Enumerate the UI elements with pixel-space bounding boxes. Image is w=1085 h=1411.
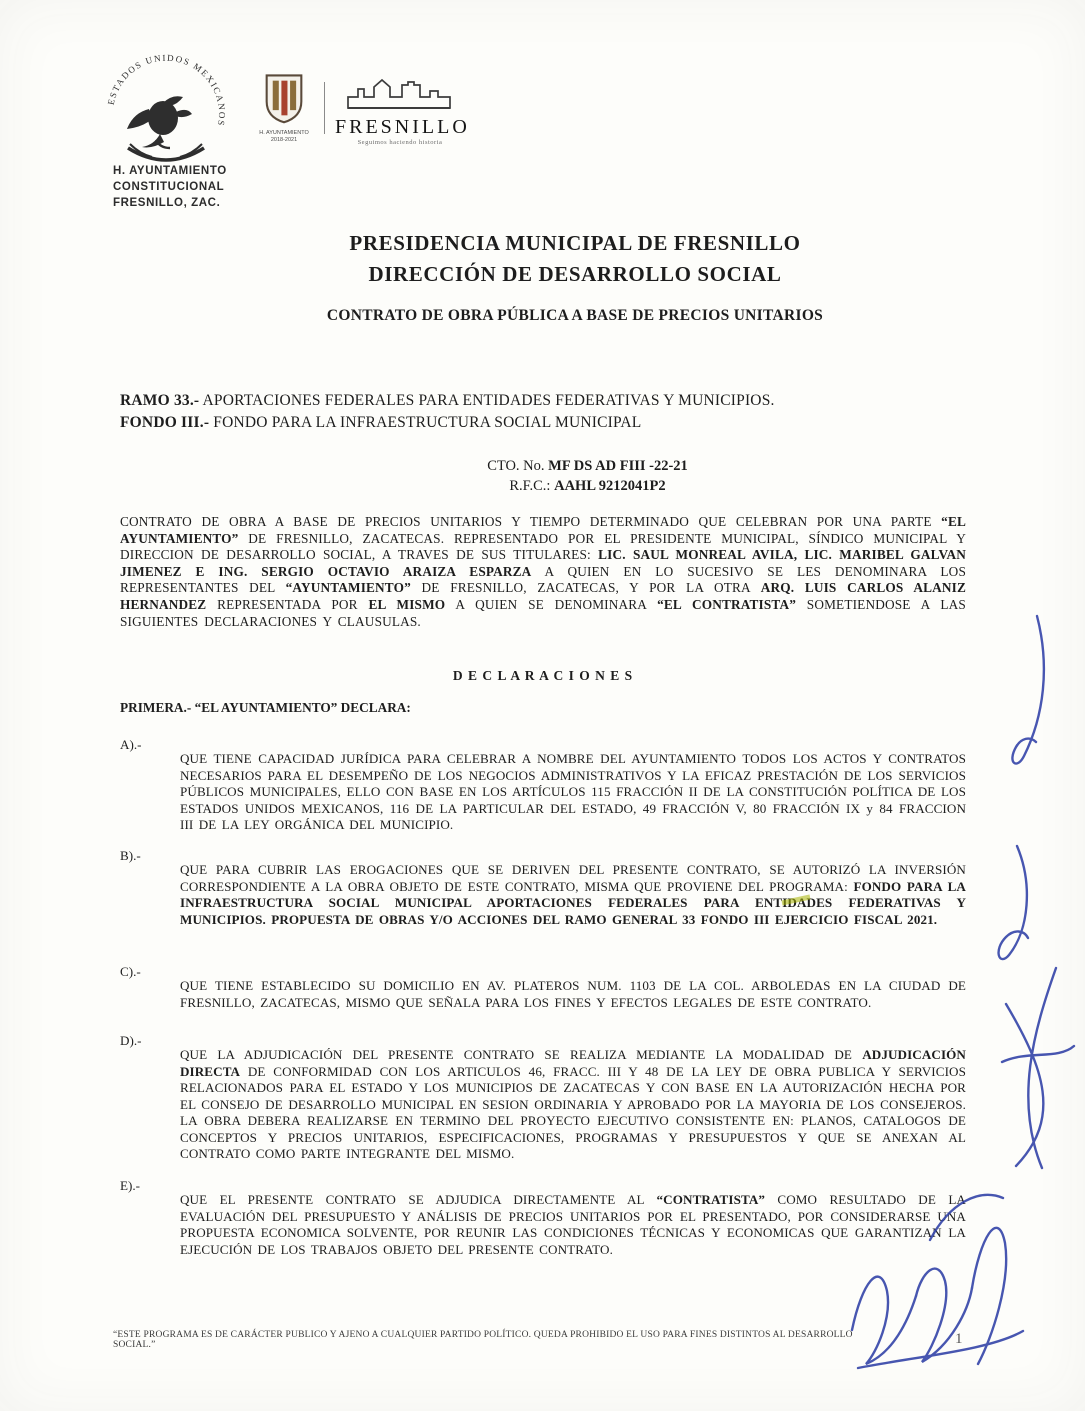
- org-line-3: FRESNILLO, ZAC.: [113, 197, 221, 209]
- handwritten-signature-margin-1: [1012, 616, 1043, 764]
- declaration-item-e: [120, 1178, 966, 1258]
- item-text: QUE TIENE CAPACIDAD JURÍDICA PARA CELEBRAR A NOMBRE DEL AYUNTAMIENTO TODOS LOS ACTOS Y CONTRATOS NECESARIOS PARA EL DESEMPEÑO DE LOS NEGOCIOS ADMINISTRATIVOS Y LA EFICAZ PRESTACIÓN DE LOS SERVICIOS PÚBLICOS MUNICIPALES, ELLO CON BASE EN LOS ARTÍCULOS 115 FRACCIÓN II DE LA CONSTITUCIÓN POLÍTICA DE LOS ESTADOS UNIDOS MEXICANOS, 116 DE LA PARTICULAR DEL ESTADO, 49 FRACCIÓN V, 80 FRACCIÓN IX y 84 FRACCION III DE LA LEY ORGÁNICA DEL MUNICIPIO.: [180, 751, 966, 832]
- program-block: [120, 390, 975, 433]
- item-label: A).-: [120, 737, 142, 752]
- item-text: QUE PARA CUBRIR LAS EROGACIONES QUE SE DERIVEN DEL PRESENTE CONTRATO, SE AUTORIZÓ LA INVERSIÓN CORRESPONDIENTE A LA OBRA OBJETO DE ESTE CONTRATO, MISMA QUE PROVIENE DEL PROGRAMA: FONDO PARA LA INFRAESTRUCTURA SOCIAL MUNICIPAL APORTACIONES FEDERALES PARA ENTIDADES FEDERATIVAS Y MUNICIPIOS. PROPUESTA DE OBRAS Y/O ACCIONES DEL RAMO GENERAL 33 FONDO III EJERCICIO FISCAL 2021.: [180, 862, 966, 927]
- rfc-line: [100, 476, 1075, 496]
- handwritten-signature-main-3: [972, 1228, 1006, 1364]
- page-number: 1: [955, 1331, 963, 1347]
- handwritten-signature-margin-3b: [1006, 1004, 1043, 1166]
- ramo-text: APORTACIONES FEDERALES PARA ENTIDADES FEDERATIVAS Y MUNICIPIOS.: [199, 392, 775, 409]
- item-label: E).-: [120, 1178, 140, 1193]
- handwritten-signature-margin-2: [999, 846, 1028, 959]
- page-title-line2: DIRECCIÓN DE DESARROLLO SOCIAL: [368, 262, 782, 286]
- declaration-item-d: [120, 1033, 966, 1163]
- handwritten-signature-main-1: [852, 1277, 916, 1364]
- fresnillo-building-icon: [344, 76, 456, 110]
- item-text: QUE TIENE ESTABLECIDO SU DOMICILIO EN AV. PLATEROS NUM. 1103 DE LA COL. ARBOLEDAS EN LA CIUDAD DE FRESNILLO, ZACATECAS, MISMO QUE SEÑALA PARA LOS FINES Y EFECTOS LEGALES DE ESTE CONTRATO.: [180, 978, 966, 1010]
- rfc-value: AAHL 9212041P2: [554, 478, 666, 494]
- rfc-label: R.F.C.:: [509, 478, 555, 494]
- org-line-2: CONSTITUCIONAL: [113, 181, 225, 193]
- handwritten-signature-main-5: [858, 1331, 1023, 1368]
- declaration-item-b: [120, 848, 966, 928]
- item-label: C).-: [120, 964, 141, 979]
- fondo-label: FONDO III.-: [120, 413, 210, 431]
- svg-text:ESTADOS UNIDOS MEXICANOS: ESTADOS UNIDOS MEXICANOS: [105, 52, 228, 128]
- handwritten-signature-margin-3a: [1028, 968, 1056, 1168]
- primera-declaration: PRIMERA.- “EL AYUNTAMIENTO” DECLARA:: [120, 700, 411, 715]
- fresnillo-tagline: Seguimos haciendo historia: [357, 139, 443, 146]
- header-divider: [324, 82, 325, 134]
- org-line-1: H. AYUNTAMIENTO: [113, 165, 227, 177]
- shield-caption-2: 2018-2021: [270, 137, 298, 143]
- item-label: D).-: [120, 1033, 142, 1048]
- cto-value: MF DS AD FIII -22-21: [548, 458, 688, 474]
- fondo-text: FONDO PARA LA INFRAESTRUCTURA SOCIAL MUNICIPAL: [209, 413, 642, 431]
- handwritten-signature-margin-3c: [1002, 1046, 1074, 1062]
- handwritten-signature-main-2: [916, 1269, 972, 1362]
- declaration-item-a: [120, 737, 966, 834]
- page-subtitle: CONTRATO DE OBRA PÚBLICA A BASE DE PRECIOS UNITARIOS: [326, 307, 824, 324]
- fresnillo-logo: [335, 76, 470, 146]
- ayuntamiento-shield-icon: [261, 72, 307, 124]
- item-text: QUE EL PRESENTE CONTRATO SE ADJUDICA DIRECTAMENTE AL “CONTRATISTA” COMO RESULTADO DE LA EVALUACIÓN DEL PRESUPUESTO Y ANÁLISIS DE PRECIOS UNITARIOS POR EL PRESENTADO, POR CONSIDERARSE UNA PROPUESTA ECONOMICA SOLVENTE, POR REUNIR LAS CONDICIONES TÉCNICAS Y ECONOMICAS QUE GARANTIZAN LA EJECUCIÓN DE LOS TRABAJOS OBJETO DEL PRESENTE CONTRATO.: [180, 1192, 966, 1257]
- declaration-item-c: [120, 964, 966, 1011]
- contract-ids-block: [100, 456, 1075, 496]
- page-title-line1: PRESIDENCIA MUNICIPAL DE FRESNILLO: [349, 231, 801, 255]
- ramo-line: [120, 390, 975, 412]
- org-caption: [113, 163, 227, 211]
- intro-paragraph: CONTRATO DE OBRA A BASE DE PRECIOS UNITARIOS Y TIEMPO DETERMINADO QUE CELEBRAN POR UNA PARTE “EL AYUNTAMIENTO” DE FRESNILLO, ZACATECAS. REPRESENTADO POR EL PRESIDENTE MUNICIPAL, SÍNDICO MUNICIPAL Y DIRECCION DE DESARROLLO SOCIAL, A TRAVES DE SUS TITULARES: LIC. SAUL MONREAL AVILA, LIC. MARIBEL GALVAN JIMENEZ E ING. SERGIO OCTAVIO ARAIZA ESPARZA A QUIEN EN LO SUCESIVO SE LES DENOMINARA LOS REPRESENTANTES DEL “AYUNTAMIENTO” DE FRESNILLO, ZACATECAS, Y POR LA OTRA ARQ. LUIS CARLOS ALANIZ HERNANDEZ REPRESENTADA POR EL MISMO A QUIEN SE DENOMINARA “EL CONTRATISTA” SOMETIENDOSE A LAS SIGUIENTES DECLARACIONES Y CLAUSULAS.: [120, 514, 966, 629]
- footer-disclaimer: “ESTE PROGRAMA ES DE CARÁCTER PUBLICO Y AJENO A CUALQUIER PARTIDO POLÍTICO. QUEDA PROHIBIDO EL USO PARA FINES DISTINTOS AL DESARROLLO SOCIAL.”: [113, 1330, 853, 1350]
- fresnillo-wordmark: FRESNILLO: [335, 116, 470, 138]
- declarations-heading: D E C L A R A C I O N E S: [452, 668, 634, 683]
- ayuntamiento-logo: [255, 72, 313, 143]
- shield-caption-1: H. AYUNTAMIENTO: [259, 130, 309, 136]
- cto-number-line: [100, 456, 1075, 476]
- ramo-label: RAMO 33.-: [120, 392, 200, 409]
- item-label: B).-: [120, 848, 141, 863]
- cto-label: CTO. No.: [487, 458, 549, 474]
- title-block: [65, 228, 1085, 325]
- fondo-line: [120, 412, 975, 434]
- item-text: QUE LA ADJUDICACIÓN DEL PRESENTE CONTRATO SE REALIZA MEDIANTE LA MODALIDAD DE ADJUDICACIÓN DIRECTA DE CONFORMIDAD CON LOS ARTICULOS 46, FRACC. III Y 48 DE LA LEY DE OBRA PUBLICA Y SERVICIOS RELACIONADOS PARA EL ESTADO Y LOS MUNICIPIOS DE ZACATECAS Y CON BASE EN LA AUTORIZACIÓN HECHA POR EL CONSEJO DE DESARROLLO MUNICIPAL EN SESION ORDINARIA Y APROBADO POR LA MAYORIA DE LOS CONSEJEROS. LA OBRA DEBERA REALIZARSE EN TERMINO DEL PROYECTO EJECUTIVO CONSISTENTE EN: PLANOS, CATALOGOS DE CONCEPTOS Y PRECIOS UNITARIOS, ESPECIFICACIONES, PROGRAMAS Y PRESUPUESTOS Y QUE SE ANEXAN AL CONTRATO COMO PARTE INTEGRANTE DEL MISMO.: [180, 1047, 966, 1161]
